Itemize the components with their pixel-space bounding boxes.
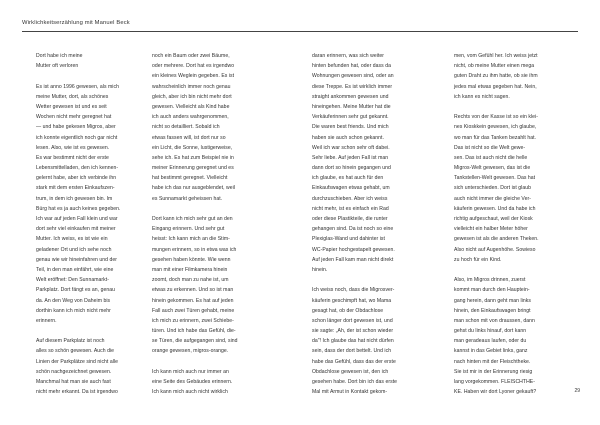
paragraph-gap: [454, 265, 564, 275]
text-line: es Sunnamarkt geheissen hat.: [152, 195, 223, 202]
text-line: nach hinten mit der Fleischtheke.: [454, 358, 531, 365]
paragraph-gap: [36, 71, 146, 81]
text-line: WC-Papier hochgestapelt gewesen.: [312, 246, 395, 253]
text-line: daran erinnern, was sich weiter: [312, 53, 385, 59]
text-line: sich unterschieden. Dort ist glaub: [454, 185, 532, 192]
text-line: Lebensmittelladen, den ich kennen-: [36, 165, 119, 172]
text-line: Dort kann ich mich sehr gut an den: [152, 216, 233, 222]
text-line: man geradeaus laufen, oder du: [454, 338, 527, 345]
text-line: geladener Ort und ich sehe noch: [36, 246, 112, 253]
text-line: sie sagte: „Ah, der ist schon wieder: [312, 328, 394, 335]
text-line: Migros-Welt gewesen, das ist die: [454, 165, 531, 172]
text-column-3: [312, 51, 422, 397]
text-line: dann dort so hinein gegangen und: [312, 165, 391, 172]
text-line: man mit einer Filmkamera hinein: [152, 266, 228, 273]
text-line: zu hoch für ein Kind.: [454, 256, 502, 263]
text-line: haben sie auch schon gekannt.: [312, 134, 384, 141]
text-line: habe ich das nur ausgeblendet, weil: [152, 185, 236, 192]
text-line: Ich kann mich auch nur immer an: [152, 368, 229, 375]
text-line: wahrscheinlich immer noch genau: [152, 83, 231, 90]
text-line: Mutter. Ich weiss, es ist wie ein: [36, 236, 108, 243]
text-line: mungen erinnern, so in etwa was ich: [152, 246, 237, 253]
text-line: gehst du links hinauf, dort kann: [454, 328, 527, 335]
text-line: hinein, den Einkaufswagen bringt: [454, 307, 531, 314]
text-line: Weil ich war schon sehr oft dabei.: [312, 144, 390, 151]
text-line: Dort habe ich meine: [36, 53, 83, 59]
text-line: ich konnte eigentlich noch gar nicht: [36, 134, 118, 141]
text-line: erinnern.: [36, 317, 57, 324]
text-line: Also, im Migros drinnen, zuerst: [454, 277, 526, 284]
text-line: Ich war auf jeden Fall klein und war: [36, 216, 118, 222]
text-line: gelernt habe, aber ich verbinde ihn: [36, 175, 117, 182]
text-line: Ich weiss noch, dass die Migrosver-: [312, 287, 395, 294]
text-line: meiner Erinnerung geregnet und es: [152, 165, 234, 172]
text-line: noch ein Baum oder zwei Bäume,: [152, 53, 230, 59]
text-line: ich glaube, es hat auch für den: [312, 175, 384, 182]
paragraph-gap: [36, 326, 146, 336]
text-column-1: [36, 51, 146, 397]
page-number: 29: [574, 388, 580, 394]
text-line: Eingang erinnern. Und sehr gut: [152, 226, 225, 233]
text-line: Die waren best friends. Und mich: [312, 124, 389, 131]
text-line: dort sehr viel einkaufen mit meiner: [36, 226, 116, 233]
text-line: kommt man durch den Hauptein-: [454, 287, 530, 294]
text-line: Ich kann mich auch nicht wirklich: [152, 389, 228, 396]
text-line: Manchmal hat man sie auch fast: [36, 379, 111, 385]
text-line: gesehen haben könnte. Wie wenn: [152, 256, 231, 263]
text-line: sehe ich. Es hat zum Beispiel nie in: [152, 154, 234, 161]
text-line: Sie ist mir in der Erinnerung riesig: [454, 368, 533, 375]
text-line: nicht so detailliert. Sobald ich: [152, 124, 220, 131]
text-line: stark mit dem ersten Einkaufszen-: [36, 185, 115, 192]
text-line: Auf jeden Fall kam man nicht direkt: [312, 256, 394, 263]
text-line: oder mehrere. Dort hat es irgendwo: [152, 63, 235, 70]
text-column-2: [152, 51, 262, 397]
text-line: etwas fassen will, ist dort nur so: [152, 134, 226, 141]
text-line: genau wie wir hineinfahren und der: [36, 256, 117, 263]
text-line: heisst: Ich kann mich an die Stim-: [152, 236, 230, 243]
text-line: gehangen sind. Da ist noch so eine: [312, 226, 394, 233]
text-line: lesen. Also, wie ist es gewesen.: [36, 144, 110, 151]
text-line: men, vom Gefühl her. Ich weiss jetzt: [454, 53, 538, 59]
text-line: hineingehen. Meine Mutter hat die: [312, 103, 391, 110]
text-line: Wohnungen gewesen sind, oder an: [312, 73, 394, 80]
text-line: Plexiglas-Wand und dahinter ist: [312, 236, 385, 243]
text-line: gang herein, dann geht man links: [454, 297, 531, 304]
text-line: guten Draht zu ihm hatte, ob sie ihm: [454, 73, 538, 80]
text-line: Welt eröffnet: Den Sunnamarkt-: [36, 277, 109, 284]
text-line: Verkäuferinnen sehr gut gekannt.: [312, 114, 389, 121]
text-line: lang vorgekommen. FLEISCHTHE-: [454, 379, 535, 385]
text-column-4: [454, 51, 564, 397]
text-line: türen. Und ich habe das Gefühl, die-: [152, 328, 236, 335]
text-line: sein, dass der dort bettelt. Und ich: [312, 348, 392, 355]
text-line: Also nicht auf Augenhöhe. Sowieso: [454, 246, 536, 253]
text-line: hinten befunden hat, oder dass da: [312, 63, 391, 70]
text-line: gesagt hat, ob der Obdachlose: [312, 307, 384, 314]
paragraph-gap: [312, 275, 422, 285]
text-line: gesehen habe. Dort bin ich das erste: [312, 379, 398, 385]
text-line: oder diese Plastikteile, die runter: [312, 216, 388, 222]
text-line: alles so schön gewesen. Auch die: [36, 348, 115, 355]
text-line: Teil, in den man einfährt, wie eine: [36, 266, 114, 273]
text-line: richtig aufgeschaut, weil der Kiosk: [454, 216, 533, 222]
text-line: ein kleines Weglein gegeben. Es ist: [152, 73, 235, 80]
text-line: ich mich zu erinnern, zwei Schiebe-: [152, 317, 234, 324]
text-line: Sehr liebe. Auf jeden Fall ist man: [312, 154, 389, 161]
text-line: Parkplatz. Dort fängt es an, genau: [36, 287, 116, 294]
text-line: meine Mutter, dort, als schönes: [36, 93, 109, 100]
text-line: Mal mit Armut in Kontakt gekom-: [312, 389, 388, 396]
text-line: auch nicht immer die gleiche Ver-: [454, 195, 531, 202]
text-line: Es war bestimmt nicht der erste: [36, 154, 109, 161]
text-line: man schon mit von draussen, dann: [454, 317, 535, 324]
text-line: etwas zu erkennen. Und so ist man: [152, 287, 234, 294]
text-line: Wetter gewesen ist und es seit: [36, 103, 107, 110]
text-line: vielleicht ein halber Meter höher: [454, 226, 528, 233]
text-line: orange gewesen, migros-orange.: [152, 348, 229, 355]
text-line: Auf diesem Parkplatz ist noch: [36, 338, 105, 345]
running-header: Wirklichkeitserzählung mit Manuel Beck: [22, 20, 130, 26]
text-line: dorthin kann ich mich nicht mehr: [36, 307, 111, 314]
text-line: nicht, ob meine Mutter einen mega: [454, 63, 535, 70]
header-rule: [22, 31, 578, 32]
text-line: kannst in das Gebiet links, ganz: [454, 348, 528, 355]
text-line: durchzuschieben. Aber ich weiss: [312, 195, 388, 202]
text-line: wo man für das Tanken bezahlt hat.: [454, 134, 537, 141]
text-line: Es ist anno 1996 gewesen, als mich: [36, 83, 119, 90]
text-line: Bürg hat es ja auch keines gegeben.: [36, 205, 121, 212]
text-line: nicht mehr, ist es einfach ein Rad: [312, 205, 389, 212]
text-line: Einkaufswagen etwas gehabt, um: [312, 185, 390, 192]
text-line: ich auch anders wahrgenommen,: [152, 114, 229, 121]
text-line: gewesen ist als die anderen Theken.: [454, 236, 539, 243]
text-line: hinein.: [312, 266, 328, 273]
text-line: ein Licht, die Sonne, lustigerweise,: [152, 144, 233, 151]
text-line: KE. Haben wir dort Lyoner gekauft?: [454, 389, 537, 396]
text-line: schön nachgezeichnet gewesen.: [36, 368, 112, 375]
text-line: Tankstellen-Welt gewesen. Das hat: [454, 175, 536, 182]
text-line: zoomt, doch man zu nahe ist, um: [152, 277, 229, 284]
text-line: eine Seite des Gebäudes erinnern.: [152, 379, 233, 385]
text-line: Fall auch zwei Türen gehabt, meine: [152, 307, 235, 314]
text-line: Wochen nicht mehr geregnet hat: [36, 114, 112, 121]
text-line: habe das Gefühl, dass das der erste: [312, 358, 396, 365]
text-line: gleich, aber ich bin nicht mehr dort: [152, 93, 232, 100]
text-line: hat bestimmt geregnet. Vielleicht: [152, 175, 228, 182]
text-line: da"! Ich glaube das hat nicht dürfen: [312, 338, 394, 345]
paragraph-gap: [454, 102, 564, 112]
text-line: gewesen. Vielleicht als Kind habe: [152, 103, 230, 110]
text-line: Linien der Parkplätze sind nicht alle: [36, 358, 118, 365]
text-line: Das ist nicht so die Welt gewe-: [454, 144, 526, 151]
text-line: nes Kioskkein gewesen, ich glaube,: [454, 124, 537, 131]
text-line: käuferin gewesen. Und da habe ich: [454, 205, 536, 212]
paragraph-gap: [152, 204, 262, 214]
text-line: ich kann es nicht sagen.: [454, 93, 510, 100]
text-line: Obdachlose gewesen ist, den ich: [312, 368, 389, 375]
text-line: se Türen, die aufgegangen sind, sind: [152, 338, 238, 345]
text-line: straight ankommen gewesen und: [312, 93, 389, 100]
text-line: hinein gekommen. Es hat auf jeden: [152, 297, 234, 304]
paragraph-gap: [152, 357, 262, 367]
text-line: Rechts von der Kasse ist so ein klei-: [454, 114, 538, 121]
text-line: — und habe gekesen Migros, aber: [36, 124, 116, 131]
text-line: Mutter oft verloren: [36, 63, 79, 70]
text-line: nicht mehr erkannt. Da ist irgendwo: [36, 389, 118, 396]
text-line: schon länger dort gewesen ist, und: [312, 317, 393, 324]
text-line: sen. Das ist auch nicht die helle: [454, 154, 528, 161]
text-line: da. An den Weg von Daheim bis: [36, 297, 111, 304]
text-line: trum, in dem ich gewesen bin. Im: [36, 195, 113, 202]
text-line: diese Treppe. Es ist wirklich immer: [312, 83, 393, 90]
text-line: käuferin geschimpft hat, wo Mama: [312, 297, 392, 304]
text-line: jedes mal etwas gegeben hat. Nein,: [454, 83, 537, 90]
